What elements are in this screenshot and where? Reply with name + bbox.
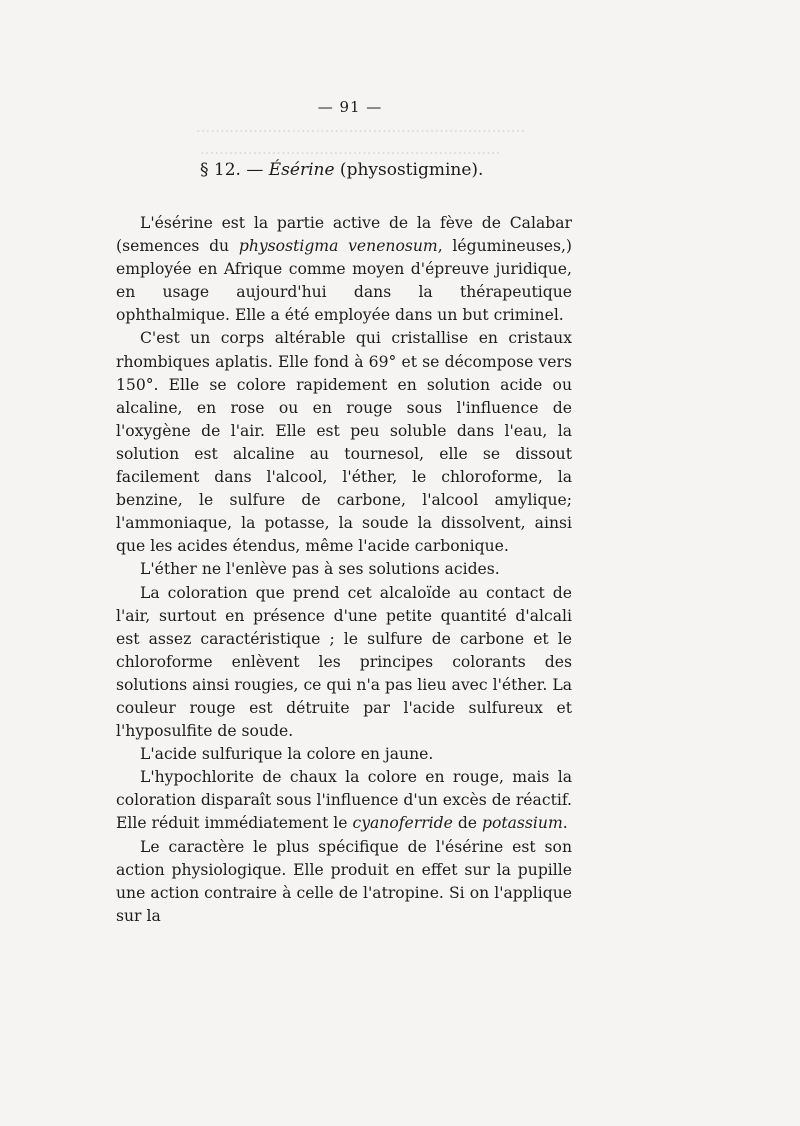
show-through-texture: ······························································· — [200, 144, 501, 162]
text-run: L'éther ne l'enlève pas à ses solutions acides. — [140, 560, 500, 579]
paragraph — [116, 212, 572, 327]
paragraph — [116, 836, 572, 928]
paragraph — [116, 327, 572, 558]
text-run: L'hypochlorite de chaux la colore en rouge, mais la coloration disparaît sous l'influence d'un excès de réactif. Elle réduit immédiatement le — [116, 768, 572, 833]
section-title: Ésérine — [268, 160, 335, 180]
italic-term: cyanoferride — [352, 814, 453, 833]
paragraph — [116, 743, 572, 766]
text-run: de — [452, 814, 482, 833]
section-heading — [200, 160, 620, 180]
text-run: , légumineuses,) employée en Afrique comme moyen d'épreuve juridique, en usage aujourd'hui dans la thérapeutique ophthalmique. Elle a été employée dans un but criminel. — [116, 237, 572, 325]
section-subtitle: (physostigmine). — [334, 160, 484, 180]
page-number: — 91 — — [317, 98, 383, 116]
show-through-texture: ····································································· — [196, 122, 525, 140]
section-number: § 12. — — [200, 160, 269, 180]
text-run: L'ésérine est la partie active de la fève de Calabar (semences du — [116, 214, 572, 256]
italic-term: potassium — [481, 814, 563, 833]
text-run: . — [562, 814, 568, 833]
paragraph — [116, 582, 572, 744]
paragraph — [116, 766, 572, 835]
italic-term: physostigma venenosum — [238, 237, 438, 256]
text-run: Le caractère le plus spécifique de l'ésérine est son action physiologique. Elle produit en effet sur la pupille une action contraire à celle de l'atropine. Si on l'applique sur la — [116, 837, 572, 925]
text-run: La coloration que prend cet alcaloïde au contact de l'air, surtout en présence d'une petite quantité d'alcali est assez caractéristique ; le sulfure de carbone et le chloroforme enlèvent les principes colorants des solutions ainsi rougies, ce qui n'a pas lieu avec l'éther. La couleur rouge est détruite par l'acide sulfureux et l'hyposulfite de soude. — [116, 583, 572, 741]
text-run: C'est un corps altérable qui cristallise en cristaux rhombiques aplatis. Elle fond à 69° et se décompose vers 150°. Elle se colore rapidement en solution acide ou alcaline, en rose ou en rouge sous l'influence de l'oxygène de l'air. Elle est peu soluble dans l'eau, la solution est alcaline au tournesol, elle se dissout facilement dans l'alcool, l'éther, le chloroforme, la benzine, le sulfure de carbone, l'alcool amylique; l'ammoniaque, la potasse, la soude la dissolvent, ainsi que les acides étendus, même l'acide carbonique. — [116, 329, 572, 556]
body-text — [116, 212, 572, 928]
text-run: L'acide sulfurique la colore en jaune. — [140, 745, 434, 764]
paragraph — [116, 558, 572, 581]
